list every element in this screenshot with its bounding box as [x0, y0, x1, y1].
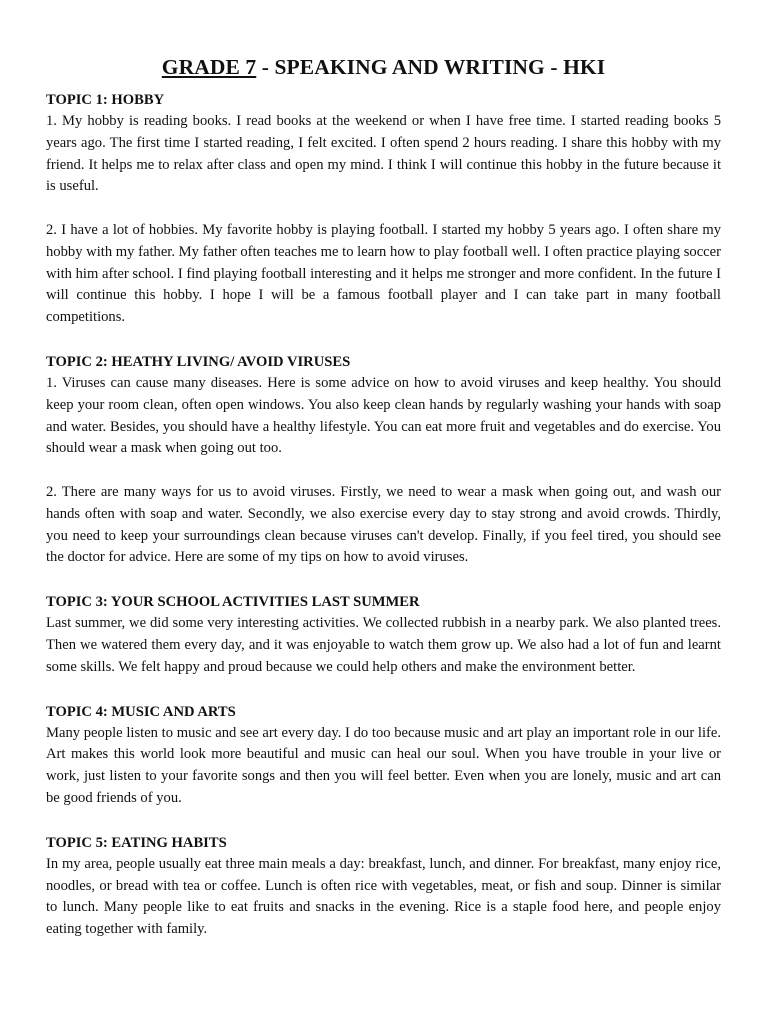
paragraph: Many people listen to music and see art every day. I do too because music and art play an important role in our life. Art makes this world look more beautiful and music can heal our soul. When you have trouble in your live or work, just listen to your favorite songs and then you will feel better. Even when you are lonely, music and art can be good friends of you.: [46, 724, 721, 806]
topic-school-activities: [46, 591, 721, 678]
page-title: [46, 52, 721, 82]
title-grade: GRADE 7: [161, 55, 257, 79]
topic-heading: TOPIC 2: HEATHY LIVING/ AVOID VIRUSES: [46, 353, 351, 370]
topic-heading: TOPIC 4: MUSIC AND ARTS: [46, 703, 236, 720]
paragraph: 2. I have a lot of hobbies. My favorite hobby is playing football. I started my hobby 5 years ago. I often share my hobby with my father. My father often teaches me to learn how to play football well. I often practice playing soccer with him after school. I find playing football interesting and it helps me stronger and more confident. In the future I will continue this hobby. I hope I will be a famous football player and I can take part in many football competitions.: [46, 221, 721, 326]
topic-healthy-living: [46, 351, 721, 569]
topic-heading: TOPIC 1: HOBBY: [46, 92, 165, 108]
topic-heading: TOPIC 5: EATING HABITS: [46, 834, 227, 851]
paragraph: In my area, people usually eat three main meals a day: breakfast, lunch, and dinner. For breakfast, many enjoy rice, noodles, or bread with tea or coffee. Lunch is often rice with vegetables, meat, or fish and soup. Dinner is similar to lunch. Many people like to eat fruits and snacks in the evening. Rice is a staple food here, and people enjoy eating together with family.: [46, 855, 721, 938]
title-rest: - SPEAKING AND WRITING - HKI: [256, 55, 606, 79]
topic-eating-habits: [46, 832, 721, 941]
topic-heading: TOPIC 3: YOUR SCHOOL ACTIVITIES LAST SUMMER: [46, 594, 420, 611]
paragraph: Last summer, we did some very interesting activities. We collected rubbish in a nearby park. We also planted trees. Then we watered them every day, and it was enjoyable to watch them grow up. We also had a lot of fun and learnt some skills. We felt happy and proud because we could help others and make the environment better.: [46, 615, 721, 675]
paragraph: 2. There are many ways for us to avoid viruses. Firstly, we need to wear a mask when going out, and wash our hands often with soap and water. Secondly, we also exercise every day to stay strong and avoid crowds. Thirdly, you need to keep your surroundings clean because viruses can't develop. Finally, if you feel tired, you should see the doctor for advice. Here are some of my tips on how to avoid viruses.: [46, 483, 721, 566]
paragraph: 1. Viruses can cause many diseases. Here is some advice on how to avoid viruses and keep healthy. You should keep your room clean, often open windows. You also keep clean hands by regularly washing your hands with soap and water. Besides, you should have a healthy lifestyle. You can eat more fruit and vegetables and do exercise. You should wear a mask when going out too.: [46, 374, 721, 457]
paragraph: 1. My hobby is reading books. I read books at the weekend or when I have free time. I started reading books 5 years ago. The first time I started reading, I felt excited. I often spend 2 hours reading. I share this hobby with my friend. It helps me to relax after class and open my mind. I think I will continue this hobby in the future because it is useful.: [46, 113, 721, 195]
topic-music-arts: [46, 701, 721, 810]
topic-hobby: [46, 89, 721, 329]
